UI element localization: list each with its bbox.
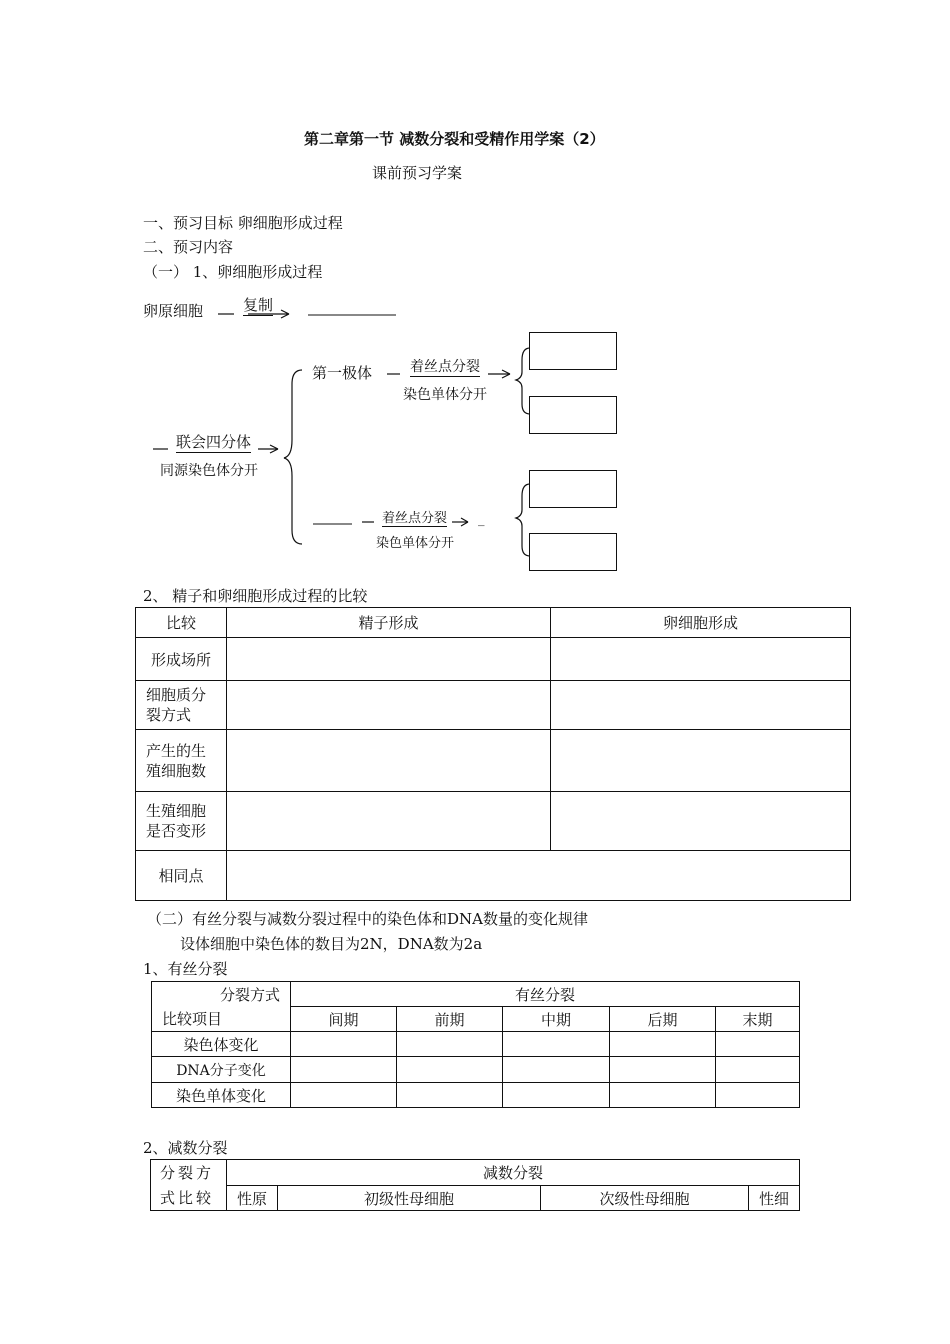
- part2-assumption: 设体细胞中染色体的数目为2N，DNA数为2a: [180, 935, 483, 953]
- compare-table: [135, 607, 851, 901]
- answer-box-4[interactable]: [529, 533, 617, 571]
- chromatid-separate-upper: 染色单体分开: [403, 387, 487, 403]
- table-cell[interactable]: [551, 681, 851, 730]
- meiosis-heading: 2、减数分裂: [143, 1139, 228, 1157]
- upper-brace: [516, 348, 530, 414]
- part1-heading: （一） 1、卵细胞形成过程: [143, 263, 323, 281]
- phase-prophase: 前期: [397, 1007, 503, 1032]
- col-secondary: 次级性母细胞: [541, 1186, 749, 1211]
- row-label: 产生的生殖细胞数: [136, 730, 227, 792]
- table-cell[interactable]: [610, 1083, 716, 1108]
- mitosis-group-header: 有丝分裂: [291, 982, 800, 1007]
- answer-box-3[interactable]: [529, 470, 617, 508]
- table-cell[interactable]: [291, 1083, 397, 1108]
- header-egg: 卵细胞形成: [551, 608, 851, 638]
- table-cell[interactable]: [291, 1032, 397, 1057]
- table-cell[interactable]: [716, 1083, 800, 1108]
- table-cell[interactable]: [227, 792, 551, 851]
- col-gamete: 性细: [749, 1186, 800, 1211]
- row-label: 细胞质分裂方式: [136, 681, 227, 730]
- lower-brace: [516, 484, 530, 556]
- table-cell[interactable]: [503, 1083, 610, 1108]
- section-content: 二、预习内容: [143, 238, 234, 256]
- table-cell[interactable]: [227, 681, 551, 730]
- header-compare: 比较: [136, 608, 227, 638]
- table-cell[interactable]: [503, 1057, 610, 1083]
- corner-bottom: 比较项目: [152, 1007, 291, 1032]
- answer-box-2[interactable]: [529, 396, 617, 434]
- answer-box-1[interactable]: [529, 332, 617, 370]
- phase-anaphase: 后期: [610, 1007, 716, 1032]
- row-label: DNA分子变化: [152, 1057, 291, 1083]
- meiosis-table: [150, 1159, 800, 1211]
- centromere-split-upper: 着丝点分裂: [410, 356, 480, 377]
- part2-heading: （二）有丝分裂与减数分裂过程中的染色体和DNA数量的变化规律: [147, 910, 588, 928]
- mitosis-table: [151, 981, 800, 1108]
- table-cell[interactable]: [716, 1057, 800, 1083]
- table-cell[interactable]: [397, 1032, 503, 1057]
- page-title: 第二章第一节 减数分裂和受精作用学案（2）: [304, 130, 605, 148]
- table-cell[interactable]: [551, 638, 851, 681]
- table-cell[interactable]: [551, 792, 851, 851]
- oogonium-label: 卵原细胞: [143, 302, 204, 320]
- page-subtitle: 课前预习学案: [372, 164, 463, 182]
- table-cell[interactable]: [397, 1057, 503, 1083]
- polar-body-label: 第一极体: [312, 364, 373, 382]
- table-cell[interactable]: [227, 851, 851, 901]
- copy-label: 复制: [243, 296, 274, 314]
- row-label: 相同点: [136, 851, 227, 901]
- col-gonium: 性原: [227, 1186, 278, 1211]
- phase-telophase: 末期: [716, 1007, 800, 1032]
- centromere-split-lower: 着丝点分裂: [382, 507, 447, 527]
- phase-interphase: 间期: [291, 1007, 397, 1032]
- synapsis-label: 联会四分体: [176, 433, 252, 451]
- corner-top: 分裂方: [151, 1160, 227, 1186]
- corner-top: 分裂方式: [152, 982, 291, 1007]
- col-primary: 初级性母细胞: [278, 1186, 541, 1211]
- copy-arrow: [276, 310, 289, 318]
- meiosis-group-header: 减数分裂: [227, 1160, 800, 1186]
- table-cell[interactable]: [227, 638, 551, 681]
- homolog-label: 同源染色体分开: [160, 463, 258, 479]
- table-cell[interactable]: [716, 1032, 800, 1057]
- table-cell[interactable]: [610, 1057, 716, 1083]
- chromatid-separate-lower: 染色单体分开: [376, 536, 455, 551]
- compare-heading: 2、 精子和卵细胞形成过程的比较: [143, 587, 368, 605]
- phase-metaphase: 中期: [503, 1007, 610, 1032]
- table-cell[interactable]: [397, 1083, 503, 1108]
- corner-bottom: 式比较: [151, 1186, 227, 1211]
- mitosis-heading: 1、有丝分裂: [143, 960, 228, 978]
- table-cell[interactable]: [291, 1057, 397, 1083]
- table-cell[interactable]: [551, 730, 851, 792]
- row-label: 染色体变化: [152, 1032, 291, 1057]
- table-cell[interactable]: [610, 1032, 716, 1057]
- table-cell[interactable]: [503, 1032, 610, 1057]
- row-label: 染色单体变化: [152, 1083, 291, 1108]
- section-goal: 一、预习目标 卵细胞形成过程: [143, 214, 343, 232]
- row-label: 形成场所: [136, 638, 227, 681]
- header-sperm: 精子形成: [227, 608, 551, 638]
- row-label: 生殖细胞是否变形: [136, 792, 227, 851]
- table-cell[interactable]: [227, 730, 551, 792]
- small-dash: _: [478, 512, 485, 527]
- big-brace: [284, 370, 302, 544]
